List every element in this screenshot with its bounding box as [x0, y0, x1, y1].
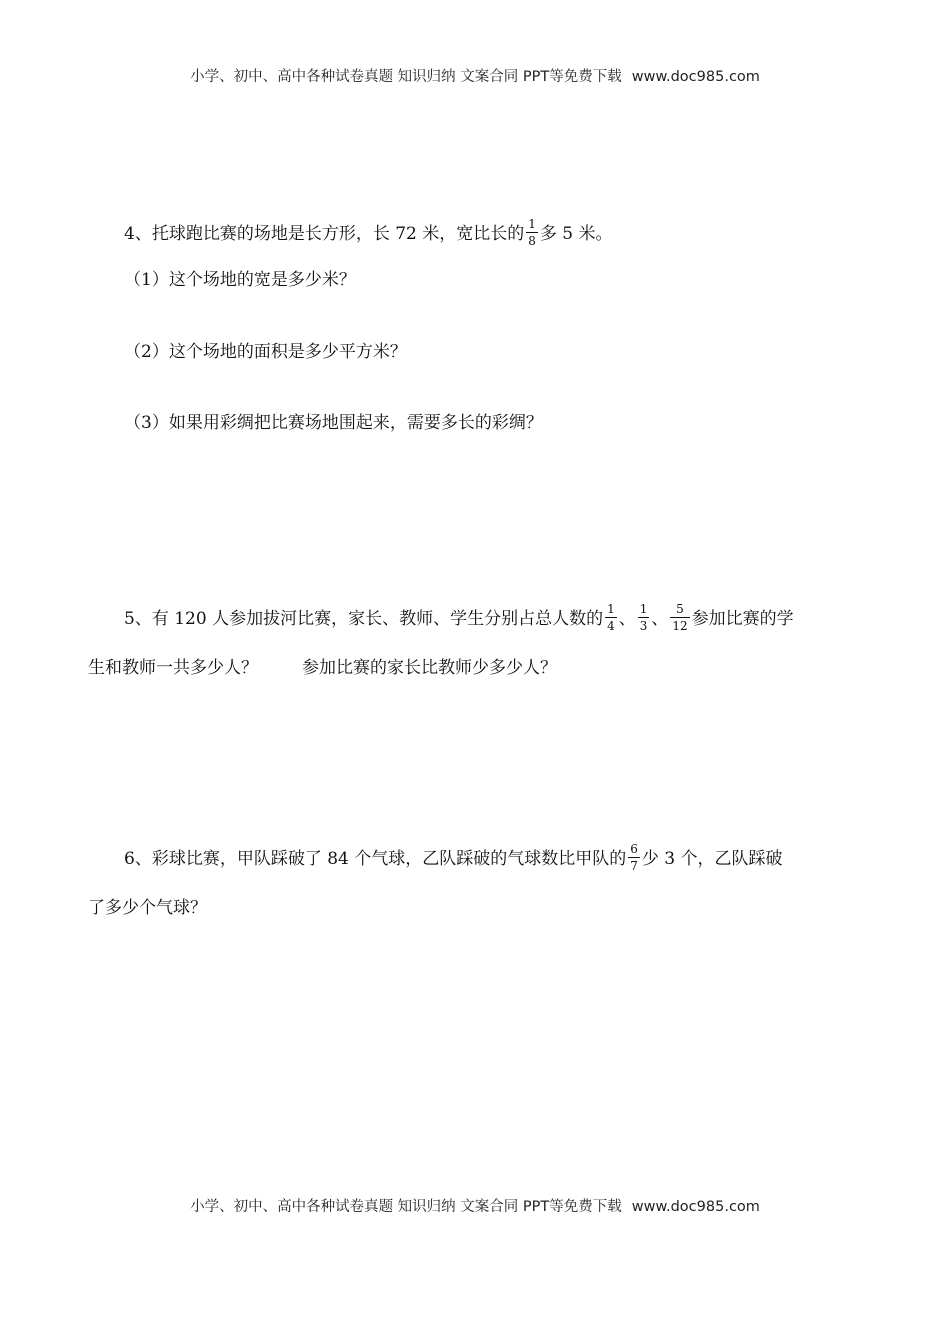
question-4: [124, 217, 613, 249]
q5-fraction-3-numerator: 5: [670, 603, 689, 618]
question-5: [124, 602, 794, 634]
footer-site-link[interactable]: www.doc985.com: [631, 1199, 760, 1215]
q5-fraction-students: [670, 603, 689, 632]
question-6: [124, 842, 783, 874]
q4-text-start: 4、托球跑比赛的场地是长方形，长 72 米，宽比长的: [124, 224, 525, 244]
q5-line-2: [88, 660, 557, 677]
q5-separator-1: 、: [618, 609, 636, 629]
q6-fraction: [628, 843, 640, 872]
q5-fraction-2-denominator: 3: [639, 619, 648, 633]
q5-separator-2: 、: [651, 609, 669, 629]
page-footer: [0, 1195, 950, 1216]
q5-fraction-3-denominator: 12: [672, 619, 688, 633]
q4-fraction: [526, 218, 538, 247]
q5-fraction-teachers: [638, 603, 650, 632]
footer-text: 小学、初中、高中各种试卷真题 知识归纳 文案合同 PPT等免费下载: [190, 1199, 622, 1215]
q5-question-a: 生和教师一共多少人？: [88, 658, 258, 678]
q5-fraction-1-numerator: 1: [607, 602, 615, 616]
q6-text-start: 6、彩球比赛，甲队踩破了 84 个气球，乙队踩破的气球数比甲队的: [124, 849, 627, 869]
q4-subquestion-2: （2）这个场地的面积是多少平方米？: [124, 342, 407, 362]
q5-question-b: 参加比赛的家长比教师少多少人？: [302, 658, 557, 678]
q6-line-2: 了多少个气球？: [88, 898, 207, 918]
q5-text-end: 参加比赛的学: [691, 609, 794, 629]
q5-fraction-parents: [605, 603, 617, 632]
q6-fraction-numerator: 6: [630, 842, 638, 856]
page-header: [0, 65, 950, 86]
q5-fraction-1-denominator: 4: [607, 619, 615, 633]
q6-text-end: 少 3 个，乙队踩破: [641, 849, 783, 869]
header-site-link[interactable]: www.doc985.com: [631, 69, 760, 85]
q4-text-end: 多 5 米。: [539, 224, 613, 244]
q5-fraction-2-numerator: 1: [639, 602, 648, 616]
q4-subquestion-3: （3）如果用彩绸把比赛场地围起来，需要多长的彩绸？: [124, 413, 543, 433]
q5-text-start: 5、有 120 人参加拔河比赛，家长、教师、学生分别占总人数的: [124, 609, 604, 629]
q4-fraction-numerator: 1: [528, 217, 536, 231]
q4-fraction-denominator: 8: [528, 234, 536, 248]
q6-fraction-denominator: 7: [630, 859, 638, 873]
header-text: 小学、初中、高中各种试卷真题 知识归纳 文案合同 PPT等免费下载: [190, 69, 622, 85]
q4-subquestion-1: （1）这个场地的宽是多少米？: [124, 270, 356, 290]
